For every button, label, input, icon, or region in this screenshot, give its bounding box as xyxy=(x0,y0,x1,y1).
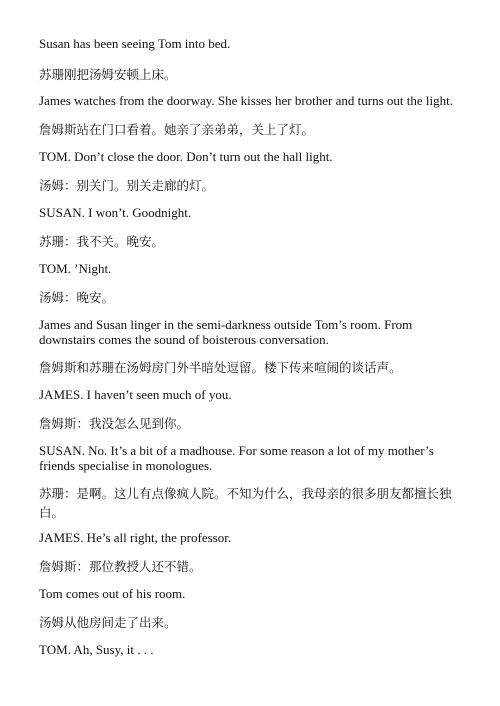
text-paragraph-en: James and Susan linger in the semi-darkness outside Tom’s room. From downstairs comes the sound of boisterous conversation. xyxy=(39,317,413,347)
text-paragraph-zh: 苏珊：是啊。这儿有点像疯人院。不知为什么，我母亲的很多朋友都擅长独白。 xyxy=(39,486,452,520)
text-line-en: JAMES. I haven’t seen much of you. xyxy=(39,387,232,402)
text-line-en: James watches from the doorway. She kisses her brother and turns out the light. xyxy=(39,93,453,108)
text-line-en: TOM. ’Night. xyxy=(39,261,112,276)
text-line-en: SUSAN. I won’t. Goodnight. xyxy=(39,205,192,220)
text-line-zh: 詹姆斯：我没怎么见到你。 xyxy=(39,416,190,431)
text-line-zh: 汤姆从他房间走了出来。 xyxy=(39,615,177,630)
text-line-zh: 苏珊刚把汤姆安顿上床。 xyxy=(39,67,177,82)
text-line-zh: 汤姆：别关门。别关走廊的灯。 xyxy=(39,178,215,193)
text-line-en: Tom comes out of his room. xyxy=(39,586,186,601)
text-line-zh: 詹姆斯站在门口看着。她亲了亲弟弟，关上了灯。 xyxy=(39,122,315,137)
text-line-zh: 詹姆斯和苏珊在汤姆房门外半暗处逗留。楼下传来喧闹的谈话声。 xyxy=(39,360,402,375)
text-line-zh: 詹姆斯：那位教授人还不错。 xyxy=(39,559,202,574)
text-paragraph-en: SUSAN. No. It’s a bit of a madhouse. For some reason a lot of my mother’s friends specialise in monologues. xyxy=(39,443,434,473)
text-line-zh: 苏珊：我不关。晚安。 xyxy=(39,234,165,249)
text-line-en: TOM. Don’t close the door. Don’t turn out the hall light. xyxy=(39,149,333,164)
text-line-en: TOM. Ah, Susy, it . . . xyxy=(39,642,154,657)
text-line-en: Susan has been seeing Tom into bed. xyxy=(39,36,231,51)
text-line-en: JAMES. He’s all right, the professor. xyxy=(39,530,232,545)
text-line-zh: 汤姆：晚安。 xyxy=(39,290,115,305)
